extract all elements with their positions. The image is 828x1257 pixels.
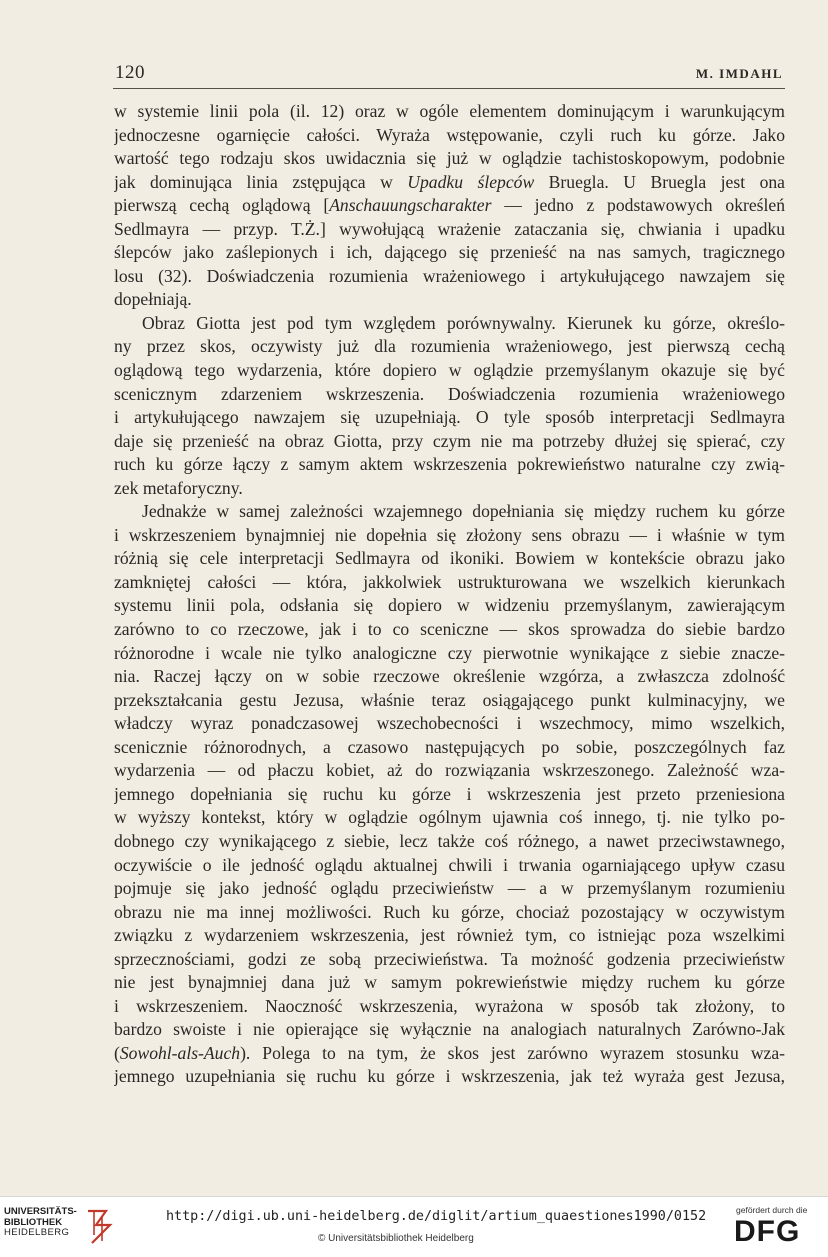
italic-title: Upadku ślepców [407,171,535,192]
text-segment: Obraz Giotta jest pod tym względem porównywalny. Kierunek ku górze, określo- [142,312,785,333]
text-segment: oczywiście o ile jedność oglądu aktualnej chwili i trwania ogarniającego upływ czasu [114,854,785,875]
text-segment: scenicznie różnorodnych, a czasowo następujących po sobie, poszczególnych faz [114,736,785,757]
source-url-link[interactable]: http://digi.ub.uni-heidelberg.de/diglit/artium_quaestiones1990/0152 [166,1209,707,1224]
text-line [114,736,785,760]
text-segment: obrazu nie ma innej możliwości. Ruch ku górze, chociaż pozostający w oczywistym [114,901,785,922]
text-line [114,759,785,783]
italic-title: Sowohl-als-Auch [119,1042,241,1063]
text-segment: i wskrzeszeniem. Naoczność wskrzeszenia, wyrażona w sposób tak złożony, to [114,995,785,1016]
text-line [114,194,785,218]
text-segment: wydarzenia — od płaczu kobiet, aż do rozwiązania wskrzeszonego. Zależność wza- [114,760,785,781]
text-line [114,265,785,289]
text-segment: ślepców jako zaślepionych i ich, dającego się przenieść na nas samych, tragicznego [114,242,785,263]
text-segment: nie jest bynajmniej dana już w samym pokrewieństwie między ruchem ku górze [114,972,785,993]
dfg-logo: DFG [734,1215,801,1248]
text-segment: ). Polega to na tym, że skos jest zarówno wyrazem stosunku wza- [240,1042,785,1063]
running-head [113,60,785,89]
text-segment: ruch ku górze łączy z samym aktem wskrzeszenia pokrewieństwo naturalne czy zwią- [114,454,785,475]
funding-note: gefördert durch die [736,1205,808,1215]
text-segment: w wyższy kontekst, który w oglądzie ogólnym ujawnia coś innego, tj. nie tylko po- [114,807,785,828]
text-segment: jemnego dopełniania się ruchu ku górze i wskrzeszenia jest przeto przeniesiona [114,783,785,804]
text-segment: pierwszą cechą oglądową [ [114,195,330,216]
text-line [114,594,785,618]
text-line [114,359,785,383]
text-segment: zek metaforyczny. [114,477,243,498]
text-line [114,100,785,124]
text-segment: pojmuje się jako jedność oglądu przeciwieństw — a w przemyślanym rozumieniu [114,878,785,899]
text-segment: związku z wydarzeniem wskrzeszenia, jest również tym, co istniejąc poza wszelkimi [114,925,785,946]
text-line [114,806,785,830]
text-segment: jednoczesne ogarnięcie całości. Wyraża wstępowanie, czyli ruch ku górze. Jako [114,124,785,145]
footer-bar [0,1196,828,1257]
text-line [114,218,785,242]
copyright-notice: © Universitätsbibliothek Heidelberg [318,1233,474,1244]
text-line [114,830,785,854]
text-line [114,335,785,359]
text-segment: sprzecznościami, godzi ze sobą przeciwieństwa. Ta możność godzenia przeciwieństw [114,948,785,969]
text-line [114,547,785,571]
text-line [114,500,785,524]
text-line [114,241,785,265]
text-segment: systemu linii pola, odsłania się dopiero w widzeniu przemyślanym, zawierającym [114,595,785,616]
text-line [114,689,785,713]
text-line [114,312,785,336]
text-segment: daje się przenieść na obraz Giotta, przy czym nie ma potrzeby dłużej się spierać, czy [114,430,785,451]
text-segment: różnią się cele interpretacji Sedlmayra od ikoniki. Bowiem w kontekście obrazu jako [114,548,785,569]
library-name-line-1: UNIVERSITÄTS- [4,1206,77,1217]
text-line [114,854,785,878]
text-line [114,783,785,807]
text-segment: zarówno to co rzeczowe, jak i to co sceniczne — skos sprowadza do siebie bardzo [114,619,785,640]
text-line [114,124,785,148]
text-segment: Jednakże w samej zależności wzajemnego dopełniania się między ruchem ku górze [142,501,785,522]
text-line [114,618,785,642]
text-line [114,665,785,689]
text-line [114,948,785,972]
text-segment: zamkniętej całości — która, jakkolwiek ustrukturowana we wszelkich kierunkach [114,571,785,592]
text-line [114,383,785,407]
running-head-author: M. IMDAHL [695,66,783,81]
text-segment: w systemie linii pola (il. 12) oraz w ogóle elementem dominującym i warunkującym [114,101,785,121]
text-line [114,524,785,548]
text-line [114,171,785,195]
text-segment: jemnego uzupełniania się ruchu ku górze i wskrzeszenia, jak też wyraża gest Jezusa, [114,1066,785,1087]
library-name-line-2: BIBLIOTHEK [4,1216,63,1228]
text-segment: jak dominująca linia zstępująca w [114,171,408,192]
text-segment: przekształcania gestu Jezusa, właśnie teraz osiągającego punkt kulminacyjny, we [114,689,785,710]
text-line [114,571,785,595]
text-segment: oglądową tego wydarzenia, które dopiero w oglądzie przemyślanym okazuje się być [114,360,785,381]
text-segment: ny przez skos, oczywisty już dla rozumienia wrażeniowego, jest pierwszą cechą [114,336,785,357]
text-segment: — jedno z podstawowych określeń [491,195,785,216]
text-segment: wartość tego rodzaju skos uwidacznia się już w oglądzie tachistoskopowym, podobnie [114,148,785,169]
text-line [114,430,785,454]
text-line [114,924,785,948]
text-line [114,453,785,477]
text-segment: losu (32). Doświadczenia rozumienia wrażeniowego i artykułującego nawzajem się [114,265,785,286]
text-line [114,477,785,501]
text-segment: scenicznym zdarzeniem wskrzeszenia. Doświadczenia rozumienia wrażeniowego [114,383,785,404]
text-line [114,1065,785,1089]
body-text [114,100,785,1089]
text-line [114,971,785,995]
library-name-line-3: HEIDELBERG [4,1227,70,1238]
page-number: 120 [115,62,145,83]
text-line [114,1042,785,1066]
text-segment: dobnego czy wynikającego z siebie, lecz także coś różnego, a nawet przeciwstawnego, [114,830,785,851]
text-line [114,642,785,666]
text-segment: Sedlmayra — przyp. T.Ż.] wywołującą wrażenie zataczania się, chwiania i upadku [114,218,785,239]
text-segment: bardzo swoiste i nie opierające się wyłącznie na analogiach naturalnych Zarówno-Jak [114,1019,785,1040]
text-line [114,147,785,171]
text-segment: Bruegla. U Bruegla jest ona [534,171,785,192]
text-line [114,901,785,925]
italic-title: Anschauungscharakter [329,195,492,216]
text-segment: dopełniają. [114,289,192,310]
library-logo-icon [84,1205,114,1247]
text-line [114,1018,785,1042]
text-line [114,406,785,430]
text-line [114,995,785,1019]
text-segment: i wskrzeszeniem bynajmniej nie dopełnia się złożony sens obrazu — i właśnie w tym [114,524,785,545]
text-segment: i artykułującego nawzajem się uzupełniają. O tyle sposób interpretacji Sedlmayra [114,407,785,428]
text-segment: nia. Raczej łączy on w sobie rzeczowe określenie wzgórza, a zwłaszcza zdolność [114,666,785,687]
text-line [114,877,785,901]
text-segment: ( [114,1042,120,1063]
text-segment: władczy wyraz ponadczasowej wszechobecności i wszechmocy, mimo wszelkich, [114,713,785,734]
text-line [114,712,785,736]
library-logo-text [4,1207,77,1239]
text-segment: różnorodne i wcale nie tylko analogiczne czy pierwotnie wynikające z siebie znacze- [114,642,785,663]
text-line [114,288,785,312]
